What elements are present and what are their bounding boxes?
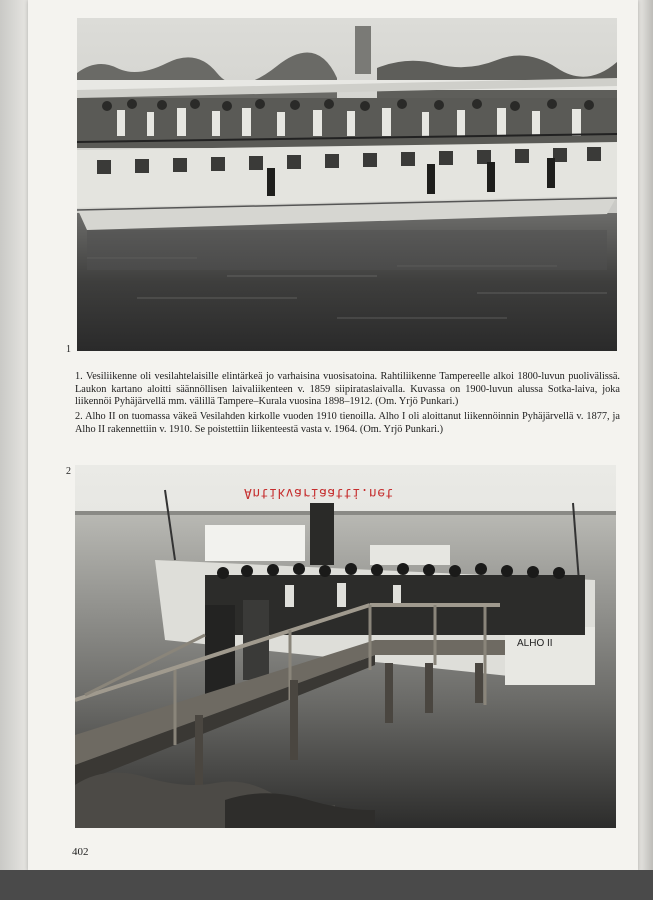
scan-edge [0,870,653,900]
page-number: 402 [72,846,89,858]
caption-2: 2. Alho II on tuomassa väkeä Vesilahden kirkolle vuoden 1910 tienoilla. Alho I oli aloittanut liikennöinnin Pyhäjärvellä v. 1877, ja Alho II rakennettiin v. 1910. Se poistettiin liikenteestä vasta v. 1964. (Om. Yrjö Punkari.) [75,411,620,435]
caption-1: 1. Vesiliikenne oli vesilahtelaisille elintärkeä jo varhaisina vuosisatoina. Rahtiliikenne Tampereelle alkoi 1800-luvun puolivälissä. Laukon kartano aloitti säännöllisen laivaliikenteen v. 1859 siipirataslaivalla. Kuvassa on 1900-luvun alussa Sotka-laiva, joka liikennöi Pyhäjärvellä mm. välillä Tampere–Kurala vuosina 1898–1912. (Om. Yrjö Punkari.) [75,371,620,408]
photo-number-1: 1 [66,344,71,355]
photo-steamer-alho-ii [75,465,616,828]
photo-number-2: 2 [66,466,71,477]
boat-name-label: ALHO II [517,638,553,649]
photo-steamship-sotka [77,18,617,351]
watermark-text: Antikvariaatti.net [244,485,394,500]
